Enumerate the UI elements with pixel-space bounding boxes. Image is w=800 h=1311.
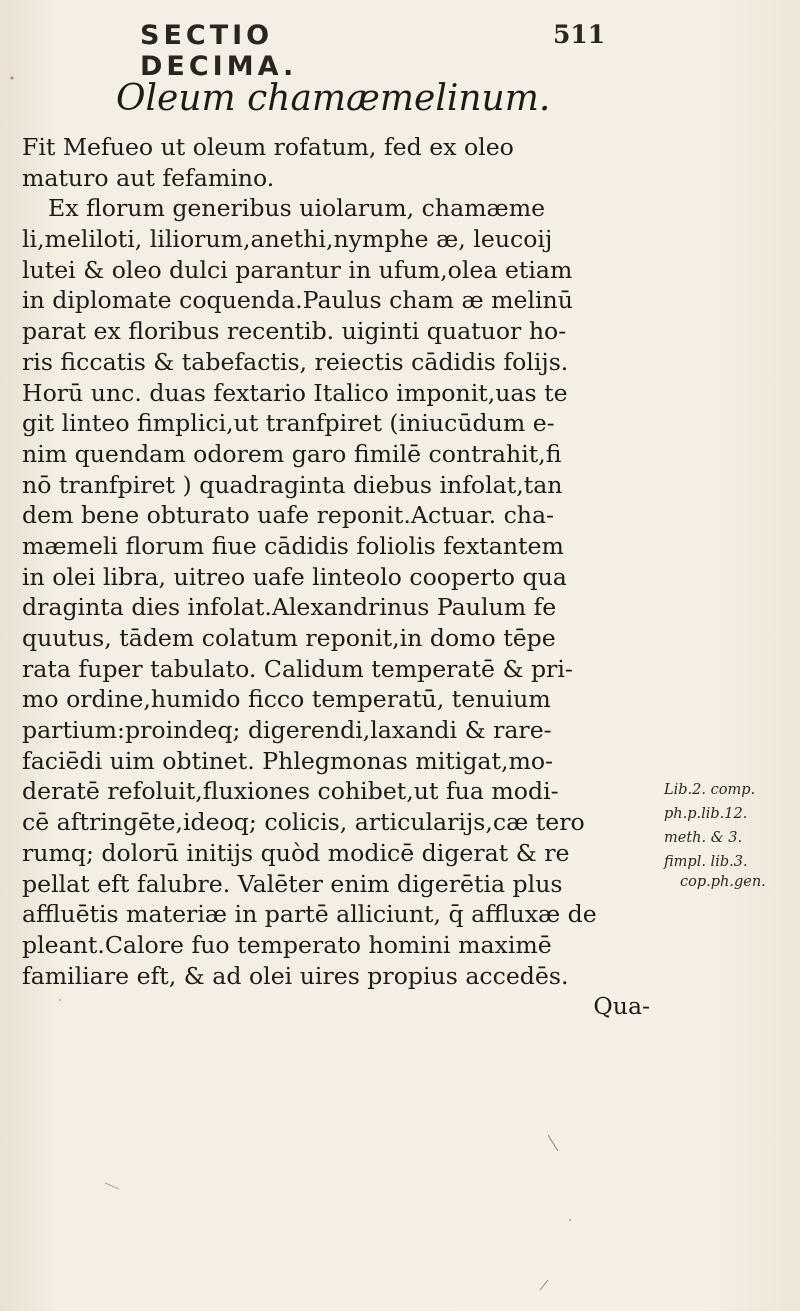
margin-notes — [664, 778, 796, 890]
text-line: Horū unc. duas fextario Italico imponit,uas te — [22, 378, 568, 407]
text-line: nō tranfpiret ) quadraginta diebus infolat,tan — [22, 470, 563, 499]
text-line: partium:proindeq; digerendi,laxandi & rare- — [22, 716, 552, 745]
margin-note: fimpl. lib.3. — [664, 854, 748, 870]
text-line: faciēdi uim obtinet. Phlegmonas mitigat,mo- — [22, 746, 554, 775]
margin-note: ph.p.lib.12. — [664, 806, 748, 822]
text-line: parat ex floribus recentib. uiginti quatuor ho- — [22, 317, 567, 346]
margin-note: meth. & 3. — [664, 830, 743, 846]
text-line: in diplomate coquenda.Paulus cham æ melinū — [22, 286, 573, 315]
text-line: cē aftringēte,ideoq; colicis, articularijs,cæ tero — [22, 808, 585, 837]
text-line: mæmeli florum fiue cādidis foliolis fextantem — [22, 531, 564, 560]
body-text — [22, 132, 662, 1022]
text-line: rata fuper tabulato. Calidum temperatē & pri- — [22, 654, 573, 683]
text-line: ris ficcatis & tabefactis, reiectis cādidis folijs. — [22, 347, 569, 376]
text-line: nim quendam odorem garo fimilē contrahit,fi — [22, 439, 562, 468]
text-line: lutei & oleo dulci parantur in ufum,olea etiam — [22, 255, 573, 284]
margin-note: Lib.2. comp. — [664, 782, 756, 798]
catchword: Qua- — [593, 992, 650, 1021]
text-line: mo ordine,humido ficco temperatū, tenuium — [22, 685, 551, 714]
text-line: deratē refoluit,fluxiones cohibet,ut fua modi- — [22, 777, 559, 806]
text-line: li,meliloti, liliorum,anethi,nymphe æ, leucoij — [22, 225, 553, 254]
text-line: quutus, tādem colatum reponit,in domo tēpe — [22, 624, 556, 652]
text-line: Fit Mefueo ut oleum rofatum, fed ex oleo — [22, 133, 514, 161]
text-line: draginta dies infolat.Alexandrinus Paulum fe — [22, 593, 557, 622]
text-line: dem bene obturato uafe reponit.Actuar. cha- — [22, 501, 555, 530]
text-line: affluētis materiæ in partē alliciunt, q̄ affluxæ de — [22, 900, 597, 929]
text-line: Ex florum generibus uiolarum, chamæme — [48, 194, 546, 223]
text-line: pellat eft falubre. Valēter enim digerētia plus — [22, 869, 563, 898]
text-line: in olei libra, uitreo uafe linteolo cooperto qua — [22, 562, 567, 591]
text-line: rumq; dolorū initijs quòd modicē digerat & re — [22, 838, 570, 867]
text-line: pleant.Calore fuo temperato homini maximē — [22, 930, 552, 959]
text-line: familiare eft, & ad olei uires propius accedēs. — [22, 961, 569, 990]
text-line: git linteo fimplici,ut tranfpiret (iniucūdum e- — [22, 409, 555, 438]
chapter-title: Oleum chamæmelinum. — [116, 78, 551, 119]
running-head: SECTIO DECIMA. — [140, 20, 298, 82]
margin-note: cop.ph.gen. — [680, 874, 766, 890]
text-line: maturo aut fefamino. — [22, 163, 275, 192]
page-number: 511 — [553, 20, 606, 49]
